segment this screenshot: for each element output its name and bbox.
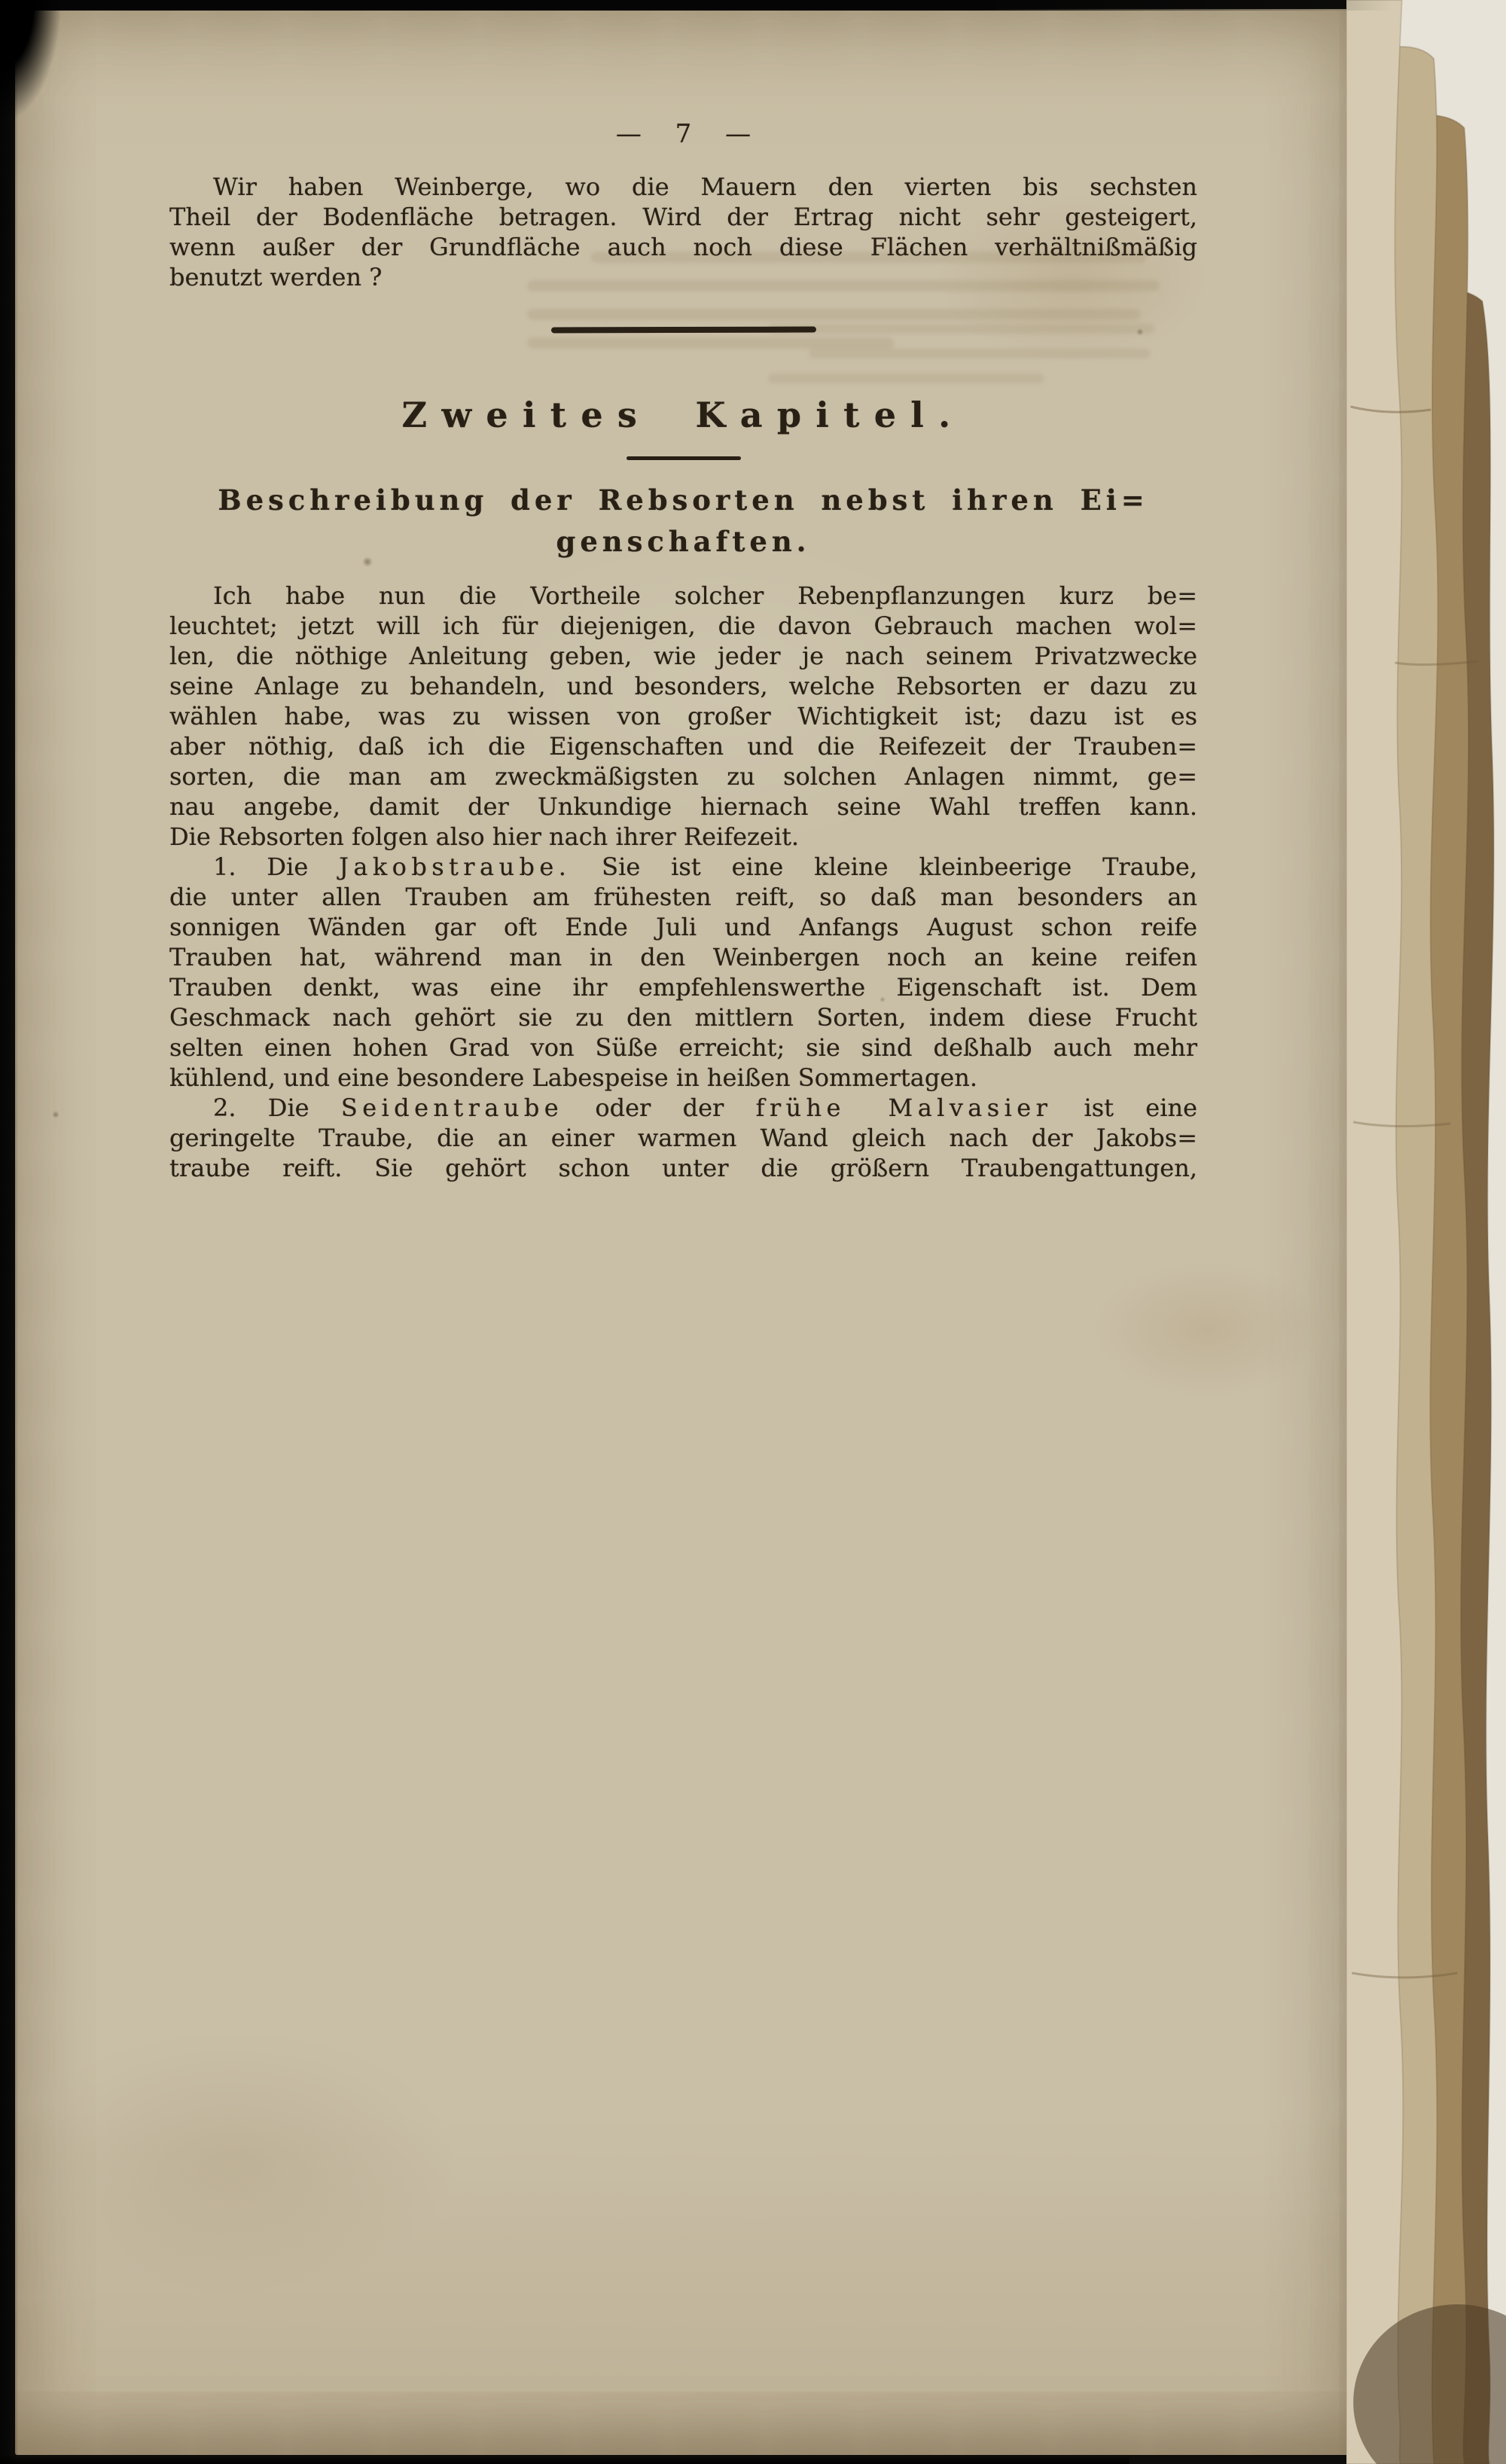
paragraph-jakobstraube bbox=[169, 852, 1197, 1093]
text-line: Ich habe nun die Vortheile solcher Rebenpflanzungen kurz be= bbox=[213, 581, 1197, 610]
scan-top-edge bbox=[0, 0, 1393, 11]
section-heading bbox=[169, 480, 1197, 563]
page-number: — 7 — bbox=[615, 119, 751, 149]
intro-paragraph bbox=[169, 172, 1197, 292]
scan-left-edge bbox=[0, 0, 18, 2464]
letterspaced-term: frühe Malvasier bbox=[755, 1093, 1053, 1122]
text-line: Trauben denkt, was eine ihr empfehlenswerthe Eigenschaft ist. Dem bbox=[169, 973, 1197, 1002]
text-line: seine Anlage zu behandeln, und besonders, welche Rebsorten er dazu zu bbox=[169, 672, 1197, 700]
text-line: Wir haben Weinberge, wo die Mauern den vierten bis sechsten bbox=[213, 172, 1197, 201]
letterspaced-term: Jakobstraube. bbox=[339, 852, 572, 881]
text-line: 2. Die Seidentraube oder der frühe Malvasier ist eine bbox=[213, 1093, 1198, 1122]
heading-divider bbox=[626, 456, 741, 460]
book-page bbox=[15, 9, 1370, 2455]
paragraph-seidentraube bbox=[169, 1093, 1197, 1183]
text-line: Trauben hat, während man in den Weinbergen noch an keine reifen bbox=[169, 943, 1197, 971]
text-line: len, die nöthige Anleitung geben, wie jeder je nach seinem Privatzwecke bbox=[169, 642, 1197, 670]
text-line: kühlend, und eine besondere Labespeise in heißen Sommertagen. bbox=[169, 1063, 978, 1092]
text-line: geringelte Traube, die an einer warmen Wand gleich nach der Jakobs= bbox=[169, 1124, 1197, 1152]
text-line: traube reift. Sie gehört schon unter die größern Traubengattungen, bbox=[169, 1154, 1197, 1182]
text-line: Die Rebsorten folgen also hier nach ihrer Reifezeit. bbox=[169, 822, 800, 851]
chapter-divider bbox=[550, 327, 815, 334]
text-line: wählen habe, was zu wissen von großer Wichtigkeit ist; dazu ist es bbox=[169, 702, 1197, 730]
text-line: sonnigen Wänden gar oft Ende Juli und Anfangs August schon reife bbox=[169, 913, 1197, 941]
text-line: Theil der Bodenfläche betragen. Wird der Ertrag nicht sehr gesteigert, bbox=[169, 203, 1197, 231]
text-line: die unter allen Trauben am frühesten reift, so daß man besonders an bbox=[169, 883, 1197, 911]
letterspaced-term: Seidentraube bbox=[340, 1093, 564, 1122]
scan-corner-shadow bbox=[0, 0, 60, 120]
text-line: leuchtet; jetzt will ich für diejenigen, die davon Gebrauch machen wol= bbox=[169, 611, 1197, 640]
section-heading-line1: Beschreibung der Rebsorten nebst ihren Ei= bbox=[218, 483, 1149, 517]
text-line: nau angebe, damit der Unkundige hiernach seine Wahl treffen kann. bbox=[169, 792, 1197, 821]
text-line: 1. Die Jakobstraube. Sie ist eine kleine kleinbeerige Traube, bbox=[213, 852, 1198, 881]
text-line: wenn außer der Grundfläche auch noch diese Flächen verhältnißmäßig bbox=[169, 233, 1197, 261]
text-line: sorten, die man am zweckmäßigsten zu solchen Anlagen nimmt, ge= bbox=[169, 762, 1197, 791]
scan-bottom-edge bbox=[0, 2455, 1130, 2464]
page-edge-stack bbox=[1346, 0, 1506, 2464]
section-heading-line2: genschaften. bbox=[556, 525, 811, 558]
paragraph-overview bbox=[169, 581, 1197, 852]
chapter-heading: Zweites Kapitel. bbox=[401, 395, 965, 435]
page-edge-layer-1 bbox=[1346, 0, 1403, 2464]
text-line: aber nöthig, daß ich die Eigenschaften und die Reifezeit der Trauben= bbox=[169, 732, 1197, 761]
page-content bbox=[169, 119, 1197, 1183]
text-line: selten einen hohen Grad von Süße erreicht; sie sind deßhalb auch mehr bbox=[169, 1033, 1197, 1062]
text-line: Geschmack nach gehört sie zu den mittlern Sorten, indem diese Frucht bbox=[169, 1003, 1197, 1032]
text-line: benutzt werden ? bbox=[169, 263, 383, 291]
